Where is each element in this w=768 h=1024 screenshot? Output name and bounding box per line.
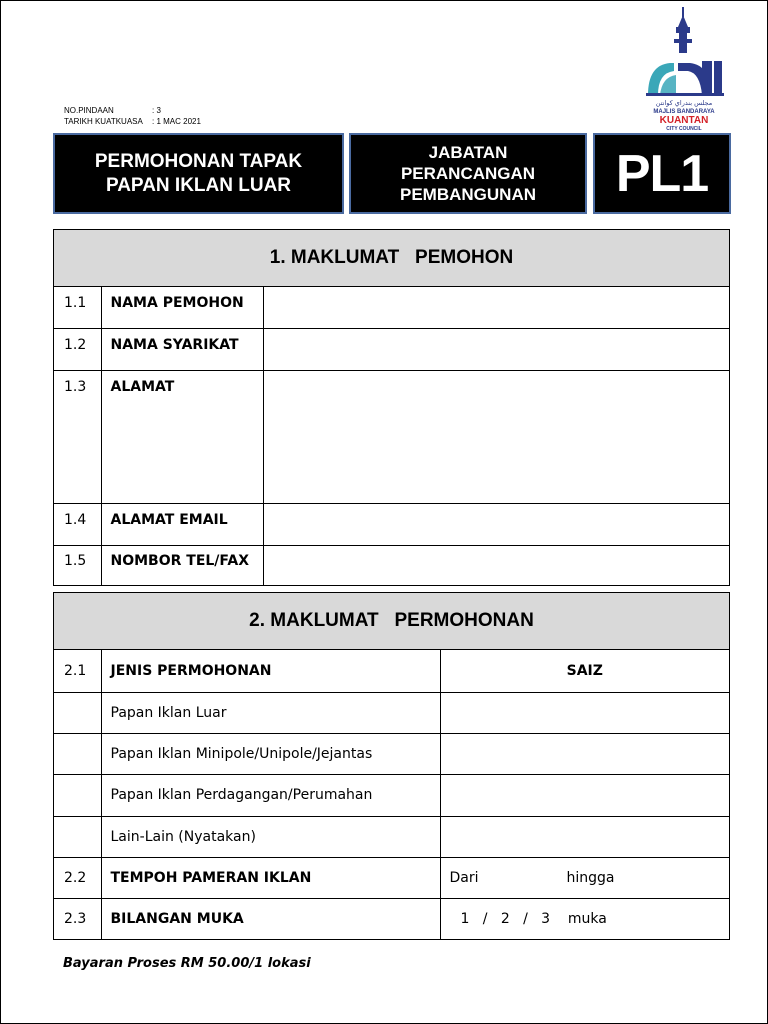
form-title-line2: PAPAN IKLAN LUAR: [105, 174, 292, 196]
field-label: BILANGAN MUKA: [101, 898, 440, 939]
field-label: NOMBOR TEL/FAX: [101, 545, 263, 585]
dept-line1: JABATAN: [428, 143, 508, 162]
row-number: 2.1: [54, 650, 101, 692]
row-number: [54, 816, 101, 857]
section-maklumat-pemohon: [53, 229, 730, 586]
row-number: 2.3: [54, 898, 101, 939]
pindaan-label: NO.PINDAAN: [64, 106, 114, 115]
field-label: NAMA SYARIKAT: [101, 328, 263, 370]
logo-line2: KUANTAN: [659, 115, 709, 126]
row-number: 1.5: [54, 545, 101, 585]
saiz-field[interactable]: [440, 733, 729, 774]
mbk-logo: [638, 5, 730, 133]
type-option[interactable]: Papan Iklan Minipole/Unipole/Jejantas: [101, 733, 440, 774]
row-number: [54, 733, 101, 774]
type-option[interactable]: Lain-Lain (Nyatakan): [101, 816, 440, 857]
form-title-line1: PERMOHONAN TAPAK: [94, 150, 303, 172]
form-code: PL1: [615, 144, 709, 203]
row-number: 1.4: [54, 503, 101, 545]
type-option[interactable]: Papan Iklan Luar: [101, 692, 440, 733]
saiz-field[interactable]: [440, 774, 729, 816]
section2-title: 2. MAKLUMAT PERMOHONAN: [54, 593, 729, 650]
nama-pemohon-field[interactable]: [263, 287, 729, 328]
tarikh-value: : 1 MAC 2021: [152, 117, 201, 126]
saiz-field[interactable]: [440, 692, 729, 733]
alamat-field[interactable]: [263, 370, 729, 503]
form-code-box: [593, 133, 731, 214]
dept-line3: PEMBANGUNAN: [400, 185, 536, 204]
nombor-tel-fax-field[interactable]: [263, 545, 729, 585]
section1-title: 1. MAKLUMAT PEMOHON: [54, 230, 729, 287]
department-box: [349, 133, 587, 214]
saiz-header: SAIZ: [440, 650, 729, 692]
logo-line3: CITY COUNCIL: [666, 126, 702, 132]
saiz-field[interactable]: [440, 816, 729, 857]
dari-label: Dari: [449, 869, 479, 886]
row-number: 2.2: [54, 857, 101, 898]
tempoh-field[interactable]: [440, 857, 729, 898]
payment-note: Bayaran Proses RM 50.00/1 lokasi: [63, 956, 311, 971]
row-number: 1.1: [54, 287, 101, 328]
field-label: ALAMAT: [101, 370, 263, 503]
bilangan-muka-options[interactable]: 1 / 2 / 3 muka: [440, 898, 729, 939]
tarikh-label: TARIKH KUATKUASA: [64, 117, 143, 126]
alamat-email-field[interactable]: [263, 503, 729, 545]
nama-syarikat-field[interactable]: [263, 328, 729, 370]
logo-line1: MAJLIS BANDARAYA: [653, 109, 715, 115]
hingga-label: hingga: [566, 869, 615, 886]
row-number: 1.3: [54, 370, 101, 503]
section2-table: [54, 650, 729, 939]
row-number: [54, 692, 101, 733]
document-meta: [64, 105, 201, 127]
field-label: NAMA PEMOHON: [101, 287, 263, 328]
dept-line2: PERANCANGAN: [400, 164, 536, 183]
field-label: JENIS PERMOHONAN: [101, 650, 440, 692]
field-label: TEMPOH PAMERAN IKLAN: [101, 857, 440, 898]
logo-arabic: مجلس بندراي كوانتن: [655, 99, 713, 107]
pindaan-value: : 3: [152, 106, 161, 115]
field-label: ALAMAT EMAIL: [101, 503, 263, 545]
row-number: 1.2: [54, 328, 101, 370]
section-maklumat-permohonan: [53, 592, 730, 940]
form-title-box: [53, 133, 344, 214]
section1-table: [54, 287, 729, 585]
row-number: [54, 774, 101, 816]
type-option[interactable]: Papan Iklan Perdagangan/Perumahan: [101, 774, 440, 816]
